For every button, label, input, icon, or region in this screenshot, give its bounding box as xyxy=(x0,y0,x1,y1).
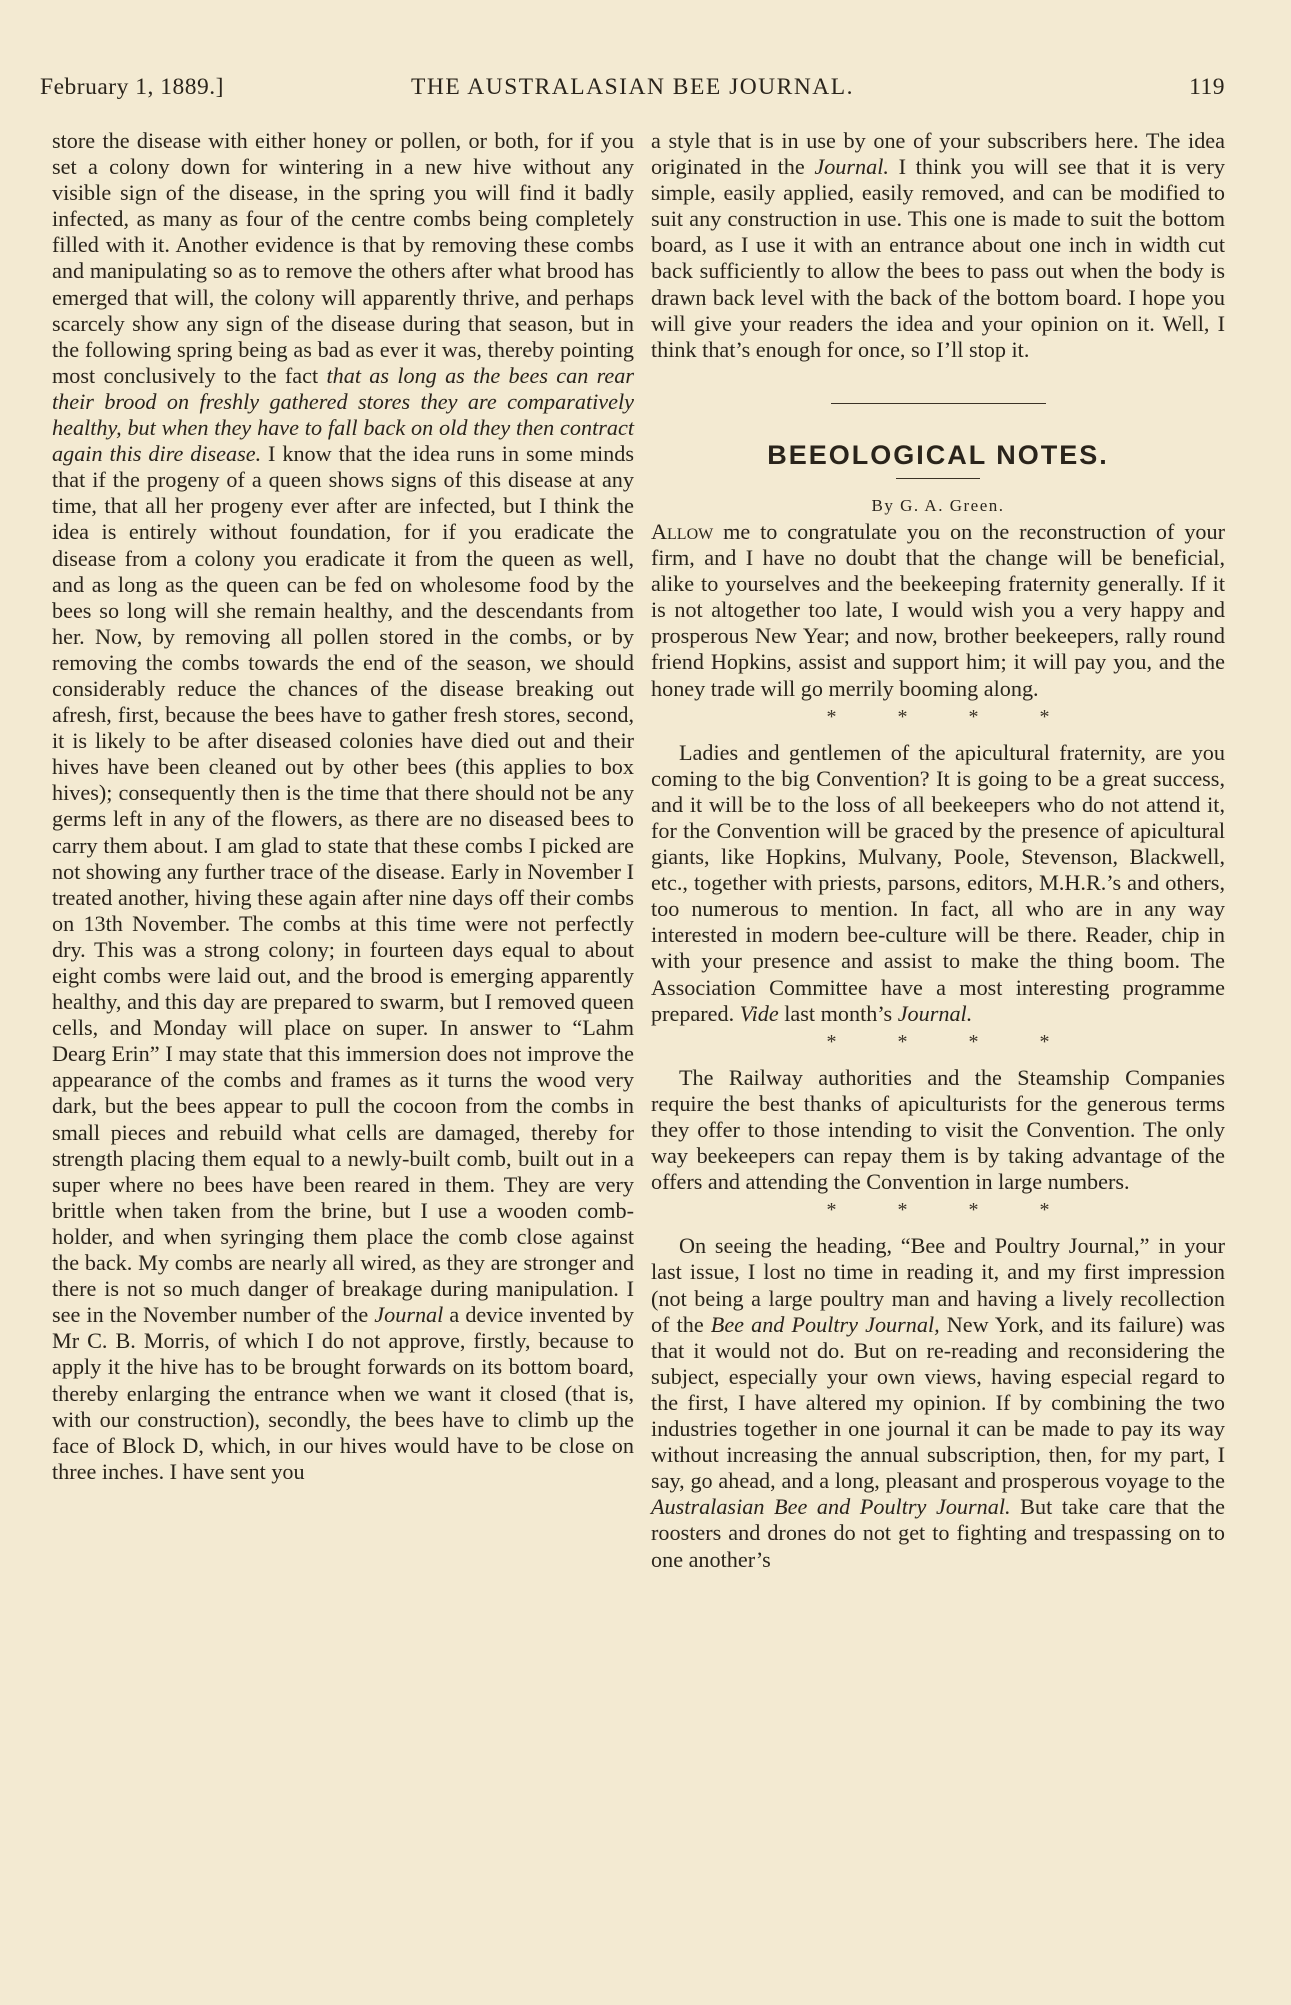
italic-run: Journal xyxy=(374,1302,444,1328)
text-run: But take care that the roosters and drones do not get to fighting and trespassing on to one another’s xyxy=(651,1494,1225,1572)
italic-run: Journal. xyxy=(814,154,889,180)
asterism: * * * * xyxy=(826,1030,1050,1053)
article-paragraph xyxy=(651,128,1225,363)
journal-title: THE AUSTRALASIAN BEE JOURNAL. xyxy=(411,74,854,100)
italic-run: that as long as the bees can rear their brood on freshly gathered stores they are comparatively healthy, but when they have to fall back on old they then contract again this dire disease. xyxy=(52,362,635,467)
italic-run: Bee and Poultry Journal, xyxy=(710,1311,940,1337)
italic-run: Journal. xyxy=(897,1000,973,1026)
text-run: last month’s xyxy=(778,1000,898,1026)
text-run: The Railway authorities and the Steamship Companies require the best thanks of apiculturists for the generous terms they offer to those intending to visit the Convention. The only way beekeepers can repay them is by taking advantage of the offers and attending the Convention in large numbers. xyxy=(651,1064,1225,1195)
text-run: On seeing the heading, “Bee and Poultry Journal,” in your last issue, I lost no time in reading it, and my first impression (not being a large poultry man and having a lively recollection of the xyxy=(651,1233,1225,1337)
text-run: Ladies and gentlemen of the apicultural fraternity, are you coming to the big Convention? It is going to be a great success, and it will be to the loss of all beekeepers who do not attend it, for the Convention will be graced by the presence of apicultural giants, like Hopkins, Mulvany, Poole, Stevenson, Blackwell, etc., together with priests, parsons, editors, M.H.R.’s and others, too numerous to mention. In fact, all who are in any way interested in modern bee-culture will be there. Reader, chip in with your presence and assist to make the thing boom. The Association Committee have a most interesting programme prepared. xyxy=(651,739,1225,1026)
byline: By G. A. Green. xyxy=(871,495,1005,515)
article-paragraph xyxy=(52,128,634,1485)
note-paragraph xyxy=(651,740,1225,1027)
text-run: I know that the idea runs in some minds that if the progeny of a queen shows signs of this disease at any time, that all her progeny ever after are infected, but I think the idea is entirely without foundation, for if you eradicate the disease from a colony you eradicate it from the queen as well, and as long as the queen can be fed on wholesome food by the bees so long will she remain healthy, and the descendants from her. Now, by removing all pollen stored in the combs, or by removing the combs towards the end of the season, we should considerably reduce the chances of the disease breaking out afresh, first, because the bees have to gather fresh stores, second, it is likely to be after diseased colonies have died out and their hives have been cleaned out by other bees (this applies to box hives); consequently then is the time that there should not be any germs left in any of the flowers, as there are no diseased bees to carry them about. I am glad to state that these combs I picked are not showing any further trace of the disease. Early in November I treated another, hiving these again after nine days off their combs on 13th November. The combs at this time were not perfectly dry. This was a strong colony; in fourteen days equal to about eight combs were laid out, and the brood is emerging apparently healthy, and this day are prepared to swarm, but I removed queen cells, and Monday will place on super. In answer to “Lahm Dearg Erin” I may state that this immersion does not improve the appearance of the combs and frames as it turns the wood very dark, but the bees appear to pull the cocoon from the combs in small pieces and rebuild what cells are damaged, thereby for strength placing them equal to a newly-built comb, built out in a super where no bees have been reared in them. They are very brittle when taken from the brine, but I use a wooden comb-holder, and when syringing them place the comb close against the back. My combs are nearly all wired, as they are stronger and there is not so much danger of breakage during manipulation. I see in the November number of the xyxy=(52,441,634,1328)
left-column xyxy=(52,128,634,1485)
text-run: a style that is in use by one of your subscribers here. The idea originated in the xyxy=(651,128,1225,180)
section-title: BEEOLOGICAL NOTES. xyxy=(767,439,1109,470)
text-run: a device invented by Mr C. B. Morris, of which I do not approve, firstly, because to apply it the hive has to be brought forwards on its bottom board, thereby enlarging the entrance when we want it closed (that is, with our construction), secondly, the bees have to climb up the face of Block D, which, in our hives would have to be close on three inches. I have sent you xyxy=(52,1302,634,1484)
right-column xyxy=(651,128,1225,1573)
section-divider xyxy=(831,403,1046,404)
italic-run: Vide xyxy=(739,1000,779,1026)
italic-run: Australasian Bee and Poultry Journal. xyxy=(651,1494,1011,1520)
text-run: me to congratulate you on the reconstruction of your firm, and I have no doubt that the change will be beneficial, alike to yourselves and the beekeeping fraternity generally. If it is not altogether too late, I would wish you a very happy and prosperous New Year; and now, brother beekeepers, rally round friend Hopkins, assist and support him; it will pay you, and the honey trade will go merrily booming along. xyxy=(651,518,1225,701)
page-number: 119 xyxy=(1189,74,1225,100)
text-run: store the disease with either honey or pollen, or both, for if you set a colony down for wintering in a new hive without any visible sign of the disease, in the spring you will find it badly infected, as many as four of the centre combs being completely filled with it. Another evidence is that by removing these combs and manipulating so as to remove the others after what brood has emerged that will, the colony will apparently thrive, and perhaps scarcely show any sign of the disease during that season, but in the following spring being as bad as ever it was, thereby pointing most conclusively to the fact xyxy=(52,128,634,388)
note-paragraph xyxy=(651,1233,1225,1572)
note-paragraph xyxy=(651,519,1225,702)
text-run: New York, and its failure) was that it would not do. But on re-reading and reconsidering the subject, especially your own views, having especial regard to the first, I have altered my opinion. If by combining the two industries together in one journal it can be made to pay its way without increasing the annual subscription, then, for my part, I say, go ahead, and a long, pleasant and prosperous voyage to the xyxy=(651,1311,1225,1494)
page-header xyxy=(40,74,1225,110)
asterism: * * * * xyxy=(826,705,1050,728)
text-run: I think you will see that it is very simple, easily applied, easily removed, and can be modified to suit any construction in use. This one is made to suit the bottom board, as I use it with an entrance about one inch in width cut back sufficiently to allow the bees to pass out when the body is drawn back level with the back of the bottom board. I hope you will give your readers the idea and your opinion on it. Well, I think that’s enough for once, so I’ll stop it. xyxy=(651,154,1225,362)
note-paragraph xyxy=(651,1065,1225,1195)
lead-word: Allow xyxy=(651,518,714,544)
asterism: * * * * xyxy=(826,1199,1050,1222)
issue-date: February 1, 1889.] xyxy=(40,74,224,100)
title-underline xyxy=(896,478,980,479)
